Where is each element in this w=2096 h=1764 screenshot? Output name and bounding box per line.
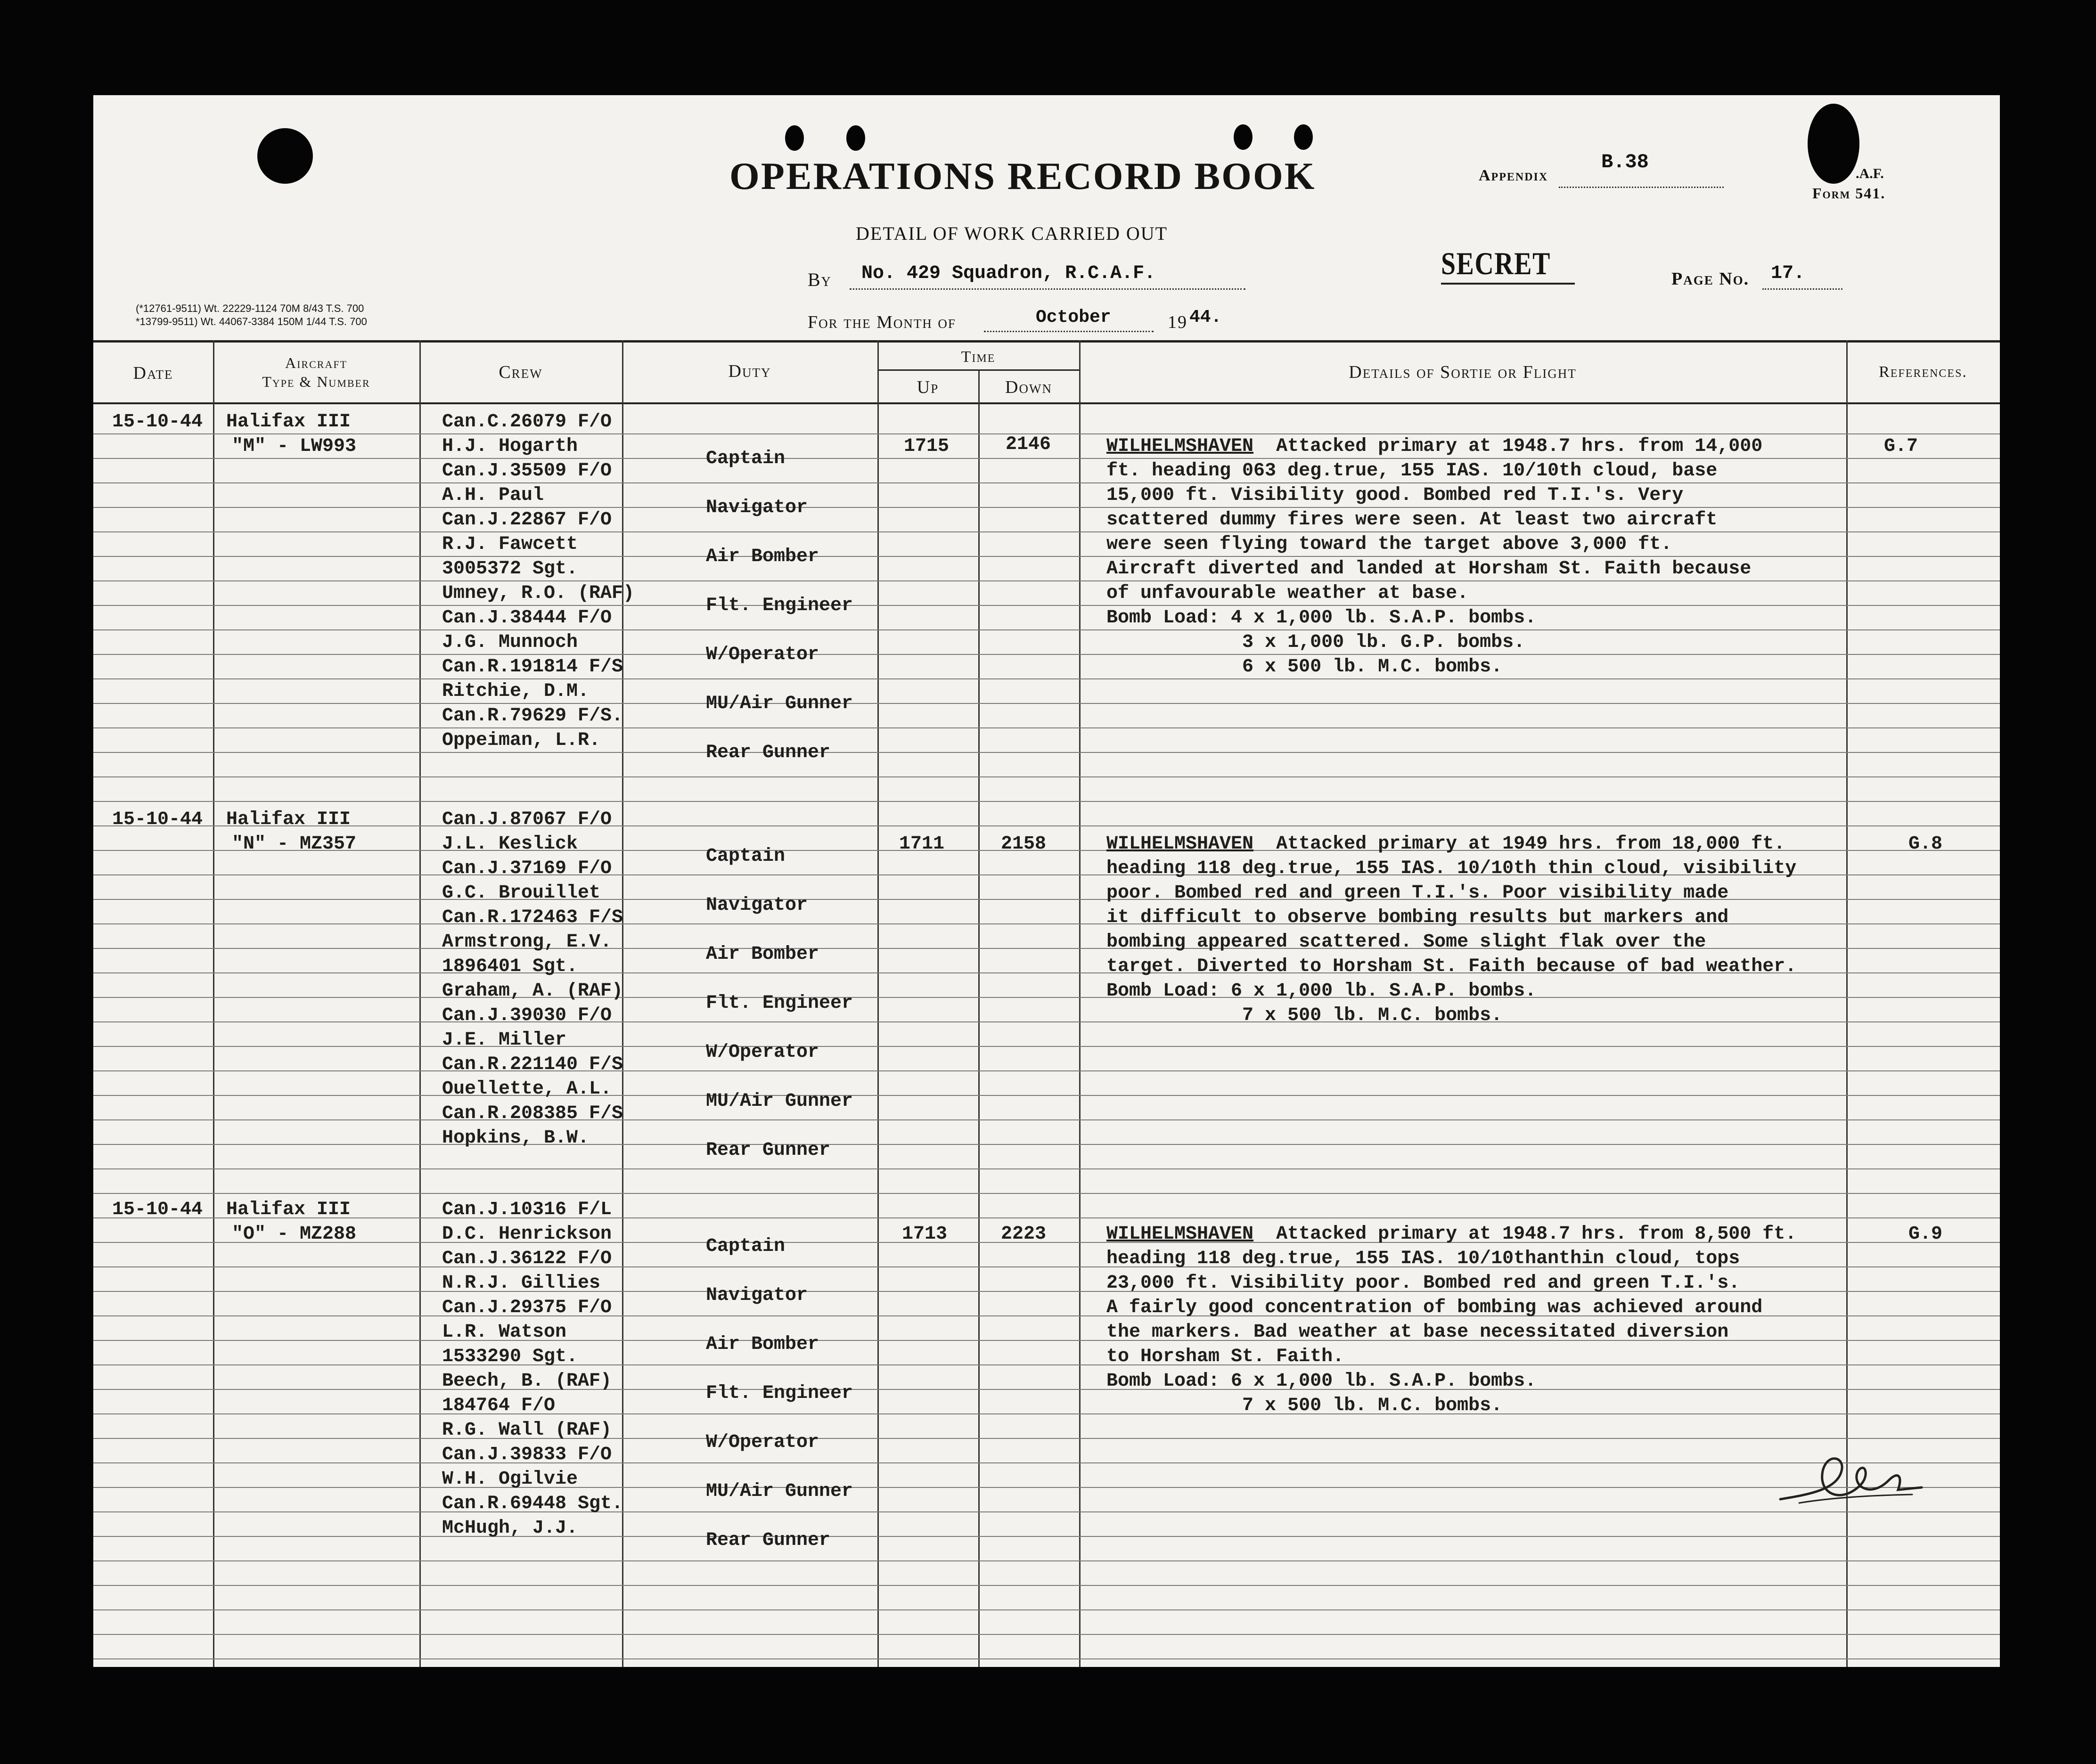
detail-line: Bomb Load: 4 x 1,000 lb. S.A.P. bombs. [1106,607,1537,629]
col-header-type-number: Type & Number [262,373,370,390]
duty-line [706,618,853,643]
crew-line: Can.J.35509 F/O [442,460,612,482]
duty-line [706,1016,853,1040]
col-header-aircraft: Aircraft [285,354,348,371]
punch-dot [1234,124,1253,150]
duty-line: Navigator [706,895,808,916]
crew-line: W.H. Ogilvie [442,1469,578,1490]
detail-line: were seen flying toward the target above 3,000 ft. [1106,534,1672,555]
ruled-line [93,776,2000,777]
detail-line [1106,1222,1796,1247]
ruled-line [93,1144,2000,1145]
detail-line: poor. Bombed red and green T.I.'s. Poor visibility made [1106,882,1729,904]
crew-line: Can.J.38444 F/O [442,607,612,629]
crew-line: Ouellette, A.L. [442,1078,612,1100]
entry-date: 15-10-44 [112,809,203,830]
crew-line: N.R.J. Gillies [442,1273,601,1294]
duty-list [706,422,853,765]
by-label: By [808,269,832,290]
duty-line: MU/Air Gunner [706,1481,853,1502]
col-header-details: Details of Sortie or Flight [1349,362,1577,382]
detail-line: to Horsham St. Faith. [1106,1346,1344,1367]
crew-line: J.G. Munnoch [442,632,578,653]
duty-line [706,1308,853,1332]
crew-list [442,1198,623,1541]
ruled-line [93,825,2000,826]
print-code-1: (*12761-9511) Wt. 22229-1124 70M 8/43 T.S. 700 [136,302,364,314]
duty-line: W/Operator [706,644,819,665]
ruled-line [93,703,2000,704]
page-number: 17. [1771,263,1805,284]
crew-line: Can.R.79629 F/S. [442,705,623,727]
ruled-line [93,1046,2000,1047]
form-line-2: Form 541. [1812,185,1886,202]
secret-underline [1441,283,1575,285]
duty-line [706,1259,853,1283]
crew-line: Ritchie, D.M. [442,681,590,702]
ruled-line [93,1193,2000,1194]
ruled-line [93,1095,2000,1096]
ruled-line [93,1168,2000,1169]
duty-line: W/Operator [706,1432,819,1453]
col-divider [978,370,980,1667]
detail-line: bombing appeared scattered. Some slight flak over the [1106,931,1706,953]
duty-line: Captain [706,1236,786,1257]
duty-line: MU/Air Gunner [706,693,853,714]
form-line-1: .A.F. [1856,166,1884,181]
crew-line: 1533290 Sgt. [442,1346,578,1367]
target-name: WILHELMSHAVEN [1106,833,1254,855]
detail-line: A fairly good concentration of bombing was achieved around [1106,1297,1763,1318]
sortie-details [1106,434,1762,679]
detail-line: 7 x 500 lb. M.C. bombs. [1106,1395,1503,1416]
aircraft-number: "M" - LW993 [232,436,357,457]
duty-line: Navigator [706,497,808,518]
duty-line: MU/Air Gunner [706,1091,853,1112]
month-value: October [1036,307,1111,327]
detail-rest: Attacked primary at 1948.7 hrs. from 14,000 [1253,436,1763,457]
detail-line: 6 x 500 lb. M.C. bombs. [1106,656,1503,678]
table-top-border [93,340,2000,343]
crew-line: G.C. Brouillet [442,882,601,904]
reference: G.9 [1908,1224,1943,1245]
reference: G.8 [1908,833,1943,855]
time-down: 2146 [1006,434,1051,455]
crew-line: R.G. Wall (RAF) [442,1420,612,1441]
target-name: WILHELMSHAVEN [1106,1224,1254,1245]
crew-line: Can.J.10316 F/L [442,1199,612,1220]
page-title: OPERATIONS RECORD BOOK [729,155,1316,197]
duty-line: Rear Gunner [706,1530,831,1551]
duty-line [706,869,853,893]
crew-line: D.C. Henrickson [442,1224,612,1245]
crew-line: Can.R.69448 Sgt. [442,1493,623,1514]
crew-line: Armstrong, E.V. [442,931,612,953]
detail-line [1106,434,1762,459]
duty-list [706,820,853,1163]
page-line [1762,288,1842,290]
duty-line: Captain [706,846,786,867]
target-name: WILHELMSHAVEN [1106,436,1254,457]
crew-line: Can.R.191814 F/S [442,656,623,678]
record-sheet [93,95,2000,1667]
crew-line: L.R. Watson [442,1322,567,1343]
punch-dot [846,125,865,151]
aircraft-type: Halifax III [226,809,351,830]
col-divider [419,340,421,1667]
crew-line: 1896401 Sgt. [442,956,578,977]
secret-stamp: SECRET [1441,245,1551,281]
col-divider [877,340,879,1667]
ruled-line [93,1560,2000,1561]
crew-line: J.E. Miller [442,1029,567,1051]
duty-line: Flt. Engineer [706,595,853,616]
crew-line: Graham, A. (RAF) [442,980,623,1002]
crew-line: Beech, B. (RAF) [442,1371,612,1392]
year-prefix: 19 [1168,312,1187,332]
crew-list [442,410,634,753]
ruled-line [93,1119,2000,1120]
col-divider [1079,340,1081,1667]
crew-line: J.L. Keslick [442,833,578,855]
punch-dot [1294,124,1313,150]
header-bottom-border [93,402,2000,404]
appendix-label: Appendix [1479,167,1548,184]
crew-line: Can.R.221140 F/S [442,1054,623,1075]
ruled-line [93,752,2000,753]
signature-initials [1771,1443,1931,1518]
detail-line: heading 118 deg.true, 155 IAS. 10/10thanthin cloud, tops [1106,1248,1740,1269]
duty-line [706,471,853,496]
duty-line [706,569,853,594]
detail-line: it difficult to observe bombing results but markers and [1106,907,1729,928]
crew-line: Can.J.37169 F/O [442,858,612,879]
detail-line: target. Diverted to Horsham St. Faith because of bad weather. [1106,956,1797,977]
duty-line [706,1455,853,1479]
time-down: 2158 [1001,833,1047,855]
page-label: Page No. [1671,269,1750,289]
col-header-down: Down [1005,377,1052,397]
year-value: 44. [1189,307,1222,327]
aircraft-number: "N" - MZ357 [232,833,357,855]
col-header-time: Time [961,348,996,366]
ruled-line [93,801,2000,802]
detail-line: Aircraft diverted and landed at Horsham St. Faith because [1106,558,1752,580]
col-header-duty: Duty [728,361,771,381]
duty-line [706,1406,853,1430]
ruled-line [93,1511,2000,1512]
duty-line: Air Bomber [706,1334,819,1355]
detail-line: 15,000 ft. Visibility good. Bombed red T.I.'s. Very [1106,485,1684,506]
col-header-date: Date [133,363,173,383]
month-line [984,331,1154,332]
detail-rest: Attacked primary at 1948.7 hrs. from 8,500 ft. [1253,1224,1797,1245]
crew-line: A.H. Paul [442,485,544,506]
binder-hole-right [1808,104,1859,184]
sortie-details [1106,832,1796,1028]
month-label: For the Month of [808,312,956,332]
duty-line: Rear Gunner [706,742,831,763]
aircraft-type: Halifax III [226,1199,351,1220]
detail-line [1106,832,1796,857]
sortie-details [1106,1222,1796,1418]
subtitle: DETAIL OF WORK CARRIED OUT [856,223,1168,244]
col-header-references: References. [1879,363,1967,381]
time-up: 1713 [902,1224,948,1245]
crew-line: Umney, R.O. (RAF) [442,583,635,604]
appendix-line [1559,187,1724,188]
time-up: 1711 [899,833,945,855]
duty-line [706,820,853,844]
detail-line: heading 118 deg.true, 155 IAS. 10/10th thin cloud, visibility [1106,858,1797,879]
duty-line: Rear Gunner [706,1140,831,1161]
crew-line: 3005372 Sgt. [442,558,578,580]
crew-line: Can.J.29375 F/O [442,1297,612,1318]
col-header-crew: Crew [499,362,543,382]
duty-line [706,1065,853,1089]
print-code-2: *13799-9511) Wt. 44067-3384 150M 1/44 T.S. 700 [136,316,367,327]
aircraft-type: Halifax III [226,411,351,433]
duty-line [706,422,853,447]
reference: G.7 [1884,436,1918,457]
duty-line [706,1504,853,1528]
detail-line: 7 x 500 lb. M.C. bombs. [1106,1005,1503,1026]
ruled-line [93,1462,2000,1463]
duty-line [706,1210,853,1234]
detail-line: scattered dummy fires were seen. At least two aircraft [1106,509,1718,531]
entry-date: 15-10-44 [112,1199,203,1220]
detail-line: the markers. Bad weather at base necessitated diversion [1106,1322,1729,1343]
detail-line: 23,000 ft. Visibility poor. Bombed red and green T.I.'s. [1106,1273,1740,1294]
crew-line: Can.J.87067 F/O [442,809,612,830]
duty-line: W/Operator [706,1042,819,1063]
crew-line: R.J. Fawcett [442,534,578,555]
crew-line: Can.R.208385 F/S [442,1103,623,1124]
duty-line [706,1114,853,1138]
duty-line [706,667,853,692]
crew-line: Hopkins, B.W. [442,1127,590,1149]
squadron-name: No. 429 Squadron, R.C.A.F. [861,263,1156,284]
duty-line: Flt. Engineer [706,993,853,1014]
binder-hole-left [257,128,313,184]
ruled-line [93,1585,2000,1586]
detail-rest: Attacked primary at 1949 hrs. from 18,000 ft. [1253,833,1785,855]
duty-line: Navigator [706,1285,808,1306]
crew-line: Can.R.172463 F/S [442,907,623,928]
duty-line [706,520,853,545]
crew-line: 184764 F/O [442,1395,556,1416]
detail-line: of unfavourable weather at base. [1106,583,1469,604]
crew-line: Can.J.22867 F/O [442,509,612,531]
col-header-up: Up [917,377,939,397]
duty-line [706,1357,853,1381]
ruled-line [93,1438,2000,1439]
aircraft-number: "O" - MZ288 [232,1224,357,1245]
ruled-line [93,1609,2000,1610]
crew-line: Can.J.39833 F/O [442,1444,612,1465]
col-divider [213,340,214,1667]
time-down: 2223 [1001,1224,1047,1245]
duty-line [706,716,853,741]
detail-line: Bomb Load: 6 x 1,000 lb. S.A.P. bombs. [1106,980,1537,1002]
time-up: 1715 [904,436,950,457]
appendix-value: B.38 [1601,151,1649,173]
crew-line: Can.J.36122 F/O [442,1248,612,1269]
detail-line: 3 x 1,000 lb. G.P. bombs. [1106,632,1525,653]
crew-line: H.J. Hogarth [442,436,578,457]
duty-line: Captain [706,448,786,469]
crew-line: Can.C.26079 F/O [442,411,612,433]
crew-line: Can.J.39030 F/O [442,1005,612,1026]
ruled-line [93,1536,2000,1537]
entry-date: 15-10-44 [112,411,203,433]
duty-line [706,918,853,942]
ruled-line [93,727,2000,728]
duty-line: Air Bomber [706,944,819,965]
crew-line: McHugh, J.J. [442,1518,578,1539]
ruled-line [93,1487,2000,1488]
punch-dot [785,125,804,151]
duty-line: Air Bomber [706,546,819,567]
ruled-line [93,1634,2000,1635]
duty-line: Flt. Engineer [706,1383,853,1404]
duty-line [706,967,853,991]
ruled-line [93,1070,2000,1071]
detail-line: Bomb Load: 6 x 1,000 lb. S.A.P. bombs. [1106,1371,1537,1392]
duty-list [706,1210,853,1553]
detail-line: ft. heading 063 deg.true, 155 IAS. 10/10th cloud, base [1106,460,1718,482]
ruled-line [93,1658,2000,1659]
by-line [850,288,1245,290]
ruled-line [93,1217,2000,1218]
crew-list [442,808,623,1151]
crew-line: Oppeiman, L.R. [442,730,601,751]
